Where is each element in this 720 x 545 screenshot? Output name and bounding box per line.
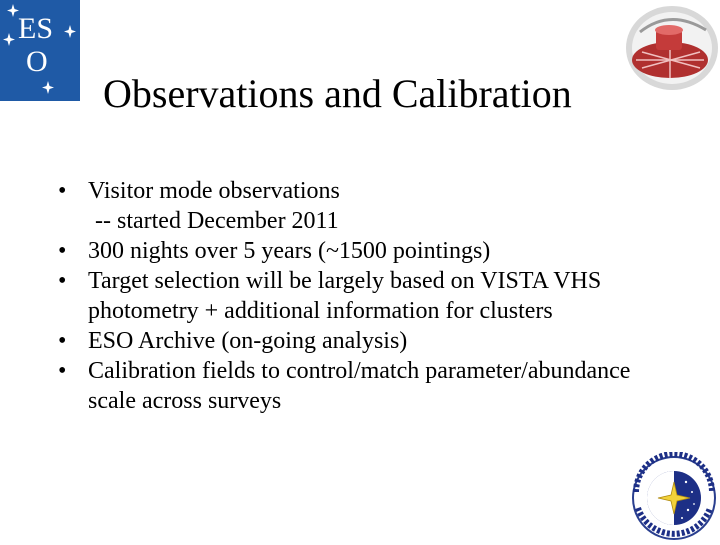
bullet-text: Visitor mode observations — [88, 178, 340, 204]
bullet-item — [58, 326, 678, 356]
bullet-text: Target selection will be largely based on VISTA VHS photometry + additional information for clusters — [88, 268, 602, 324]
bullet-subtext: -- started December 2011 — [95, 208, 339, 234]
bullet-text: 300 nights over 5 years (~1500 pointings) — [88, 238, 491, 264]
bullet-item — [58, 236, 678, 266]
telescope-icon — [620, 0, 720, 98]
bullet-text: Calibration fields to control/match parameter/abundance scale across surveys — [88, 358, 631, 414]
bullet-marker: • — [58, 178, 67, 204]
iac-logo — [628, 452, 718, 540]
eso-logo — [0, 0, 80, 101]
bullet-list — [58, 176, 678, 416]
bullet-text: ESO Archive (on-going analysis) — [88, 328, 408, 354]
eso-logo-line2: O — [26, 45, 48, 78]
gaia-telescope-logo — [620, 0, 720, 98]
bullet-item — [58, 176, 678, 236]
bullet-marker: • — [58, 268, 67, 294]
bullet-item — [58, 266, 678, 326]
bullet-item — [58, 356, 678, 416]
bullet-marker: • — [58, 238, 67, 264]
bullet-marker: • — [58, 328, 67, 354]
iac-seal-icon — [628, 452, 718, 540]
eso-logo-line1: ES — [18, 12, 54, 45]
bullet-marker: • — [58, 358, 67, 384]
slide-title: Observations and Calibration — [103, 71, 572, 116]
